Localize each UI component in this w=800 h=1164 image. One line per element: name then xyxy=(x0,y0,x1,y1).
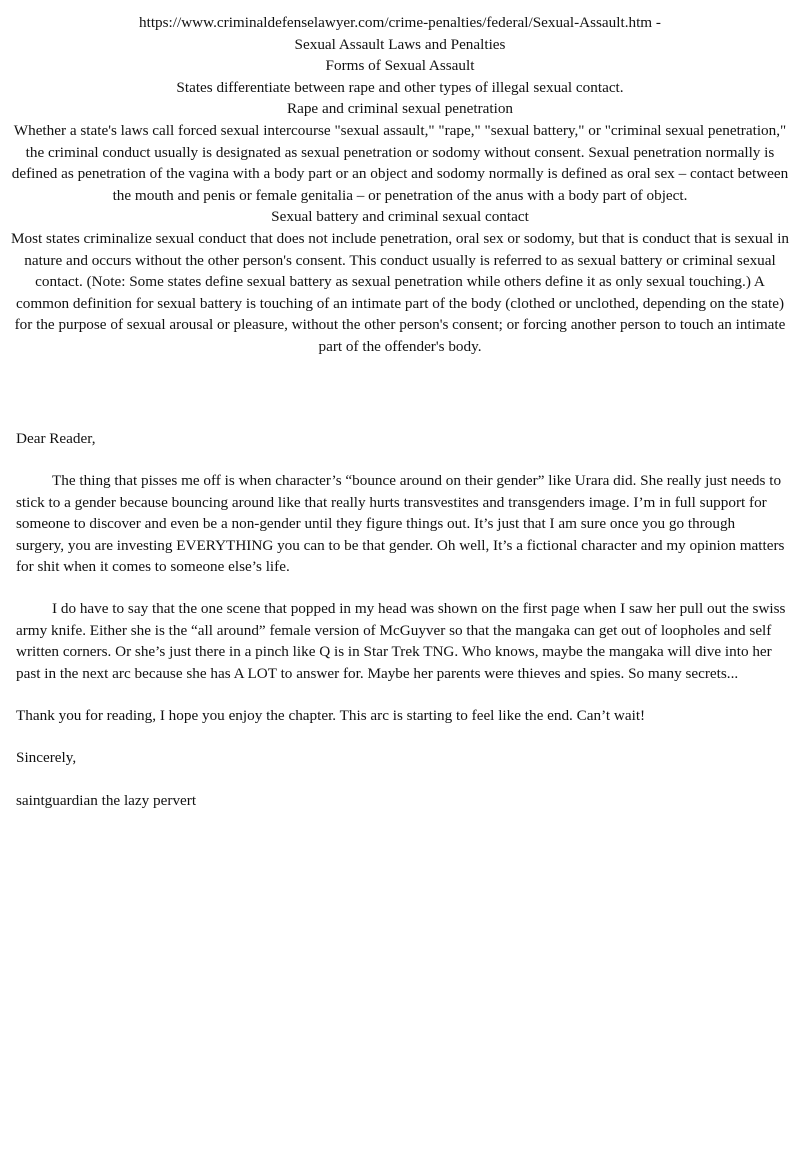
letter-closing: Sincerely, xyxy=(16,749,77,767)
letter-salutation: Dear Reader, xyxy=(16,430,96,447)
letter-signature: saintguardian the lazy pervert xyxy=(16,791,197,809)
excerpt-title: Sexual Assault Laws and Penalties xyxy=(294,35,506,53)
section-heading-rape: Rape and criminal sexual penetration xyxy=(286,100,514,118)
letter-paragraph: The thing that pisses me off is when character’s “bounce around on their gender” like Urara did. She really just needs to stick to a gender because bouncing around like that really hurts transvestites and transgenders image. I’m in full support for someone to discover and even be a non-gender until they figure things out. It’s just that I am sure once you go through surgery, you are investing EVERYTHING you can to be that gender. Oh well, It’s a fictional character and my opinion matters for shit when it comes to someone else’s life. xyxy=(16,472,785,576)
excerpt-subtitle: Forms of Sexual Assault xyxy=(325,57,475,75)
letter-thanks: Thank you for reading, I hope you enjoy the chapter. This arc is starting to feel like the end. Can’t wait! xyxy=(16,707,646,725)
section-text-battery: Most states criminalize sexual conduct that does not include penetration, oral sex or sodomy, but that is conduct that is sexual in nature and occurs without the other person's consent. This conduct usually is referred to as sexual battery or criminal sexual contact. (Note: Some states define sexual battery as sexual penetration while others define it as only sexual touching.) A common definition for sexual battery is touching of an intimate part of the body (clothed or unclothed, depending on the state) for the purpose of sexual arousal or pleasure, without the other person's consent; or forcing another person to touch an intimate part of the offender's body. xyxy=(10,229,790,355)
letter xyxy=(16,428,786,811)
letter-paragraph: I do have to say that the one scene that popped in my head was shown on the first page when I saw her pull out the swiss army knife. Either she is the “all around” female version of McGuyver so that the mangaka can get out of loopholes and self written corners. Or she’s just there in a pinch like Q is in Star Trek TNG. Who knows, maybe the mangaka will dive into her past in the next arc because she has A LOT to answer for. Maybe her parents were thieves and spies. So many secrets... xyxy=(16,600,786,682)
section-text-rape: Whether a state's laws call forced sexual intercourse "sexual assault," "rape," "sexual battery," or "criminal sexual penetration," the criminal conduct usually is designated as sexual penetration or sodomy without consent. Sexual penetration normally is defined as penetration of the vagina with a body part or an object and sodomy normally is defined as oral sex – contact between the mouth and penis or female genitalia – or penetration of the anus with a body part of object. xyxy=(11,121,789,204)
legal-excerpt xyxy=(10,12,790,358)
section-heading-battery: Sexual battery and criminal sexual contact xyxy=(271,208,529,226)
source-url: https://www.criminaldefenselawyer.com/crime-penalties/federal/Sexual-Assault.htm - xyxy=(139,14,661,31)
excerpt-intro: States differentiate between rape and other types of illegal sexual contact. xyxy=(176,78,624,96)
